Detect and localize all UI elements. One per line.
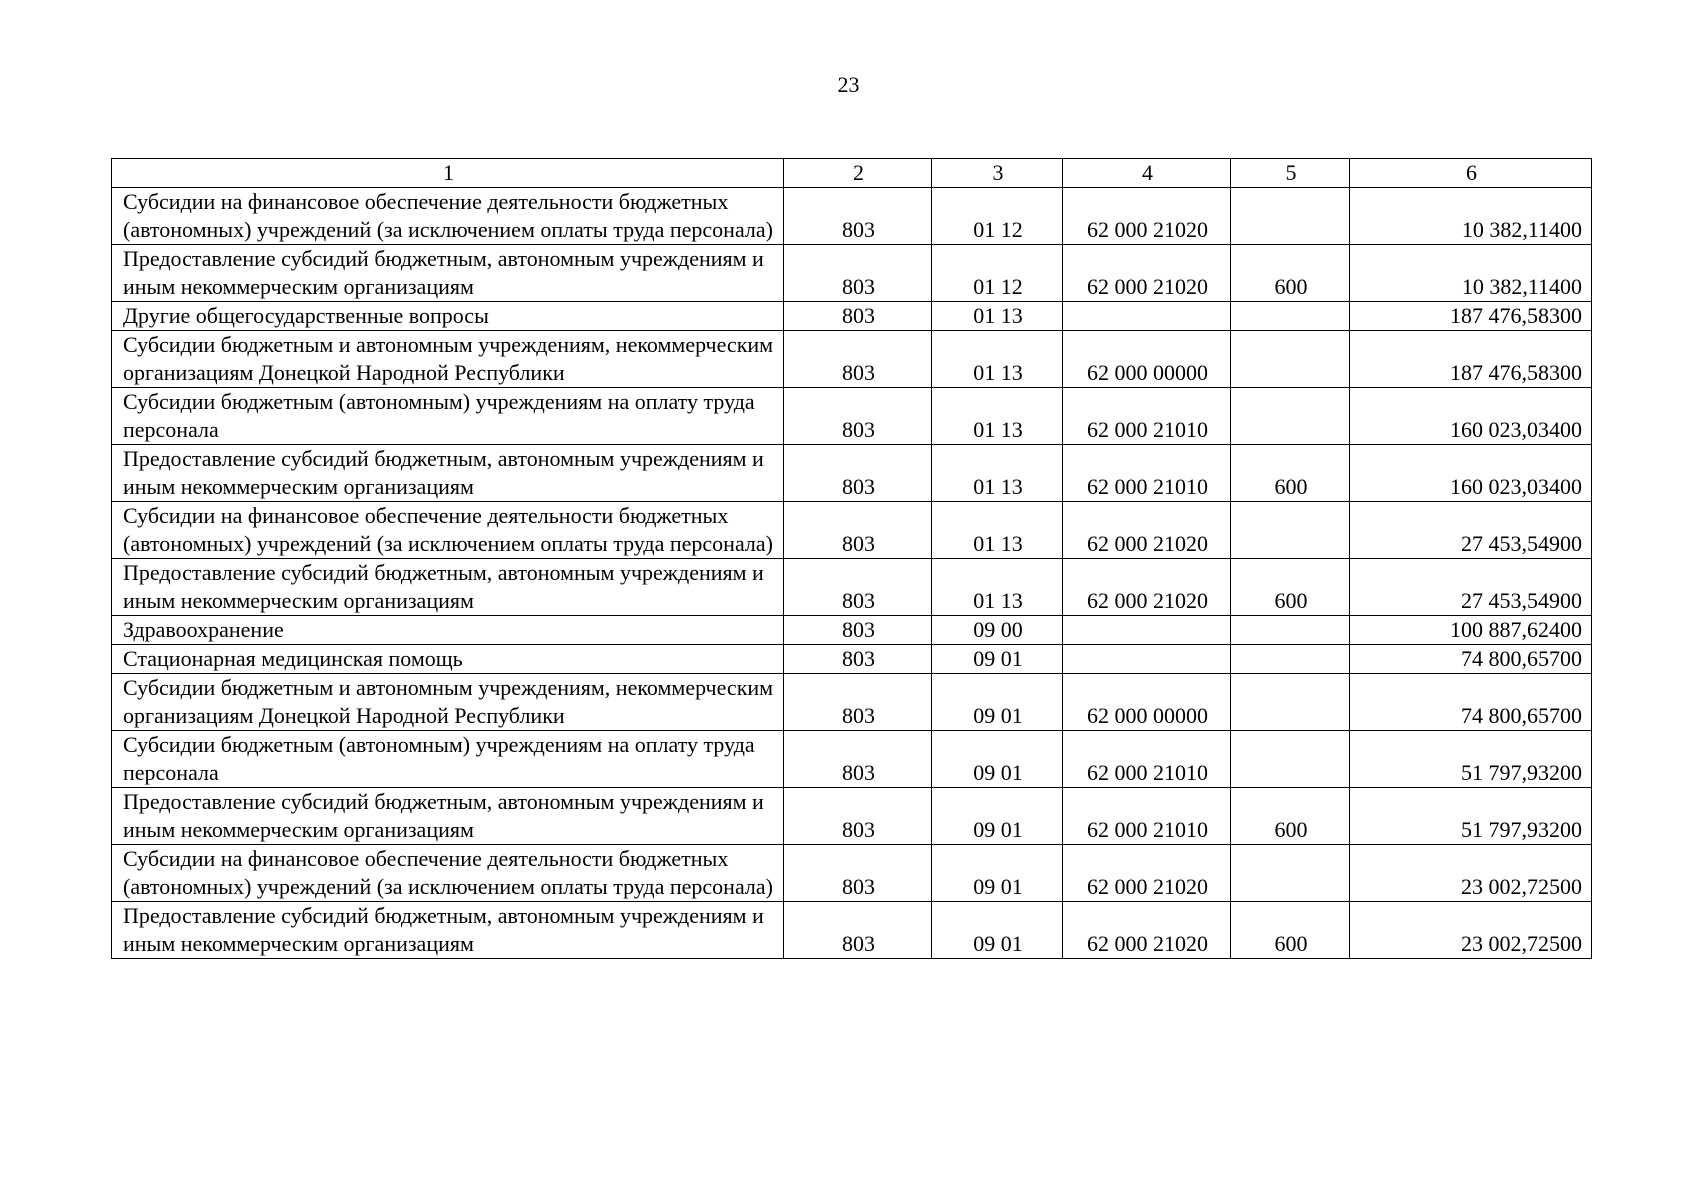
- row-section-code: 09 01: [932, 788, 1063, 845]
- row-admin-code: 803: [784, 388, 932, 445]
- header-col-1: 1: [112, 159, 784, 188]
- row-target-code: 62 000 21020: [1063, 188, 1231, 245]
- row-admin-code: 803: [784, 788, 932, 845]
- row-expense-type: 600: [1231, 245, 1350, 302]
- table-header: [112, 159, 1592, 188]
- row-target-code: [1063, 616, 1231, 645]
- table-row: [112, 616, 1592, 645]
- row-amount: 51 797,93200: [1350, 731, 1592, 788]
- row-expense-type: [1231, 188, 1350, 245]
- row-expense-type: [1231, 331, 1350, 388]
- row-admin-code: 803: [784, 731, 932, 788]
- header-col-3: 3: [932, 159, 1063, 188]
- row-name: Другие общегосударственные вопросы: [112, 302, 784, 331]
- row-name: Субсидии на финансовое обеспечение деятельности бюджетных (автономных) учреждений (за исключением оплаты труда персонала): [112, 845, 784, 902]
- page-number: 23: [837, 72, 860, 97]
- row-amount: 10 382,11400: [1350, 188, 1592, 245]
- row-target-code: 62 000 21010: [1063, 388, 1231, 445]
- row-name: Предоставление субсидий бюджетным, автономным учреждениям и иным некоммерческим организациям: [112, 245, 784, 302]
- row-section-code: 09 01: [932, 674, 1063, 731]
- row-section-code: 01 13: [932, 502, 1063, 559]
- table-row: [112, 559, 1592, 616]
- row-admin-code: 803: [784, 331, 932, 388]
- row-section-code: 01 13: [932, 445, 1063, 502]
- row-name: Субсидии на финансовое обеспечение деятельности бюджетных (автономных) учреждений (за исключением оплаты труда персонала): [112, 188, 784, 245]
- row-admin-code: 803: [784, 616, 932, 645]
- row-section-code: 01 13: [932, 331, 1063, 388]
- row-amount: 51 797,93200: [1350, 788, 1592, 845]
- row-expense-type: [1231, 645, 1350, 674]
- row-amount: 187 476,58300: [1350, 302, 1592, 331]
- row-section-code: 09 01: [932, 731, 1063, 788]
- row-amount: 160 023,03400: [1350, 445, 1592, 502]
- row-expense-type: [1231, 845, 1350, 902]
- row-expense-type: 600: [1231, 559, 1350, 616]
- row-target-code: 62 000 21010: [1063, 445, 1231, 502]
- header-col-4: 4: [1063, 159, 1231, 188]
- row-target-code: 62 000 21020: [1063, 502, 1231, 559]
- row-expense-type: 600: [1231, 902, 1350, 959]
- row-target-code: 62 000 21010: [1063, 731, 1231, 788]
- table-row: [112, 331, 1592, 388]
- table-row: [112, 388, 1592, 445]
- row-section-code: 01 13: [932, 302, 1063, 331]
- header-col-6: 6: [1350, 159, 1592, 188]
- row-name: Предоставление субсидий бюджетным, автономным учреждениям и иным некоммерческим организациям: [112, 559, 784, 616]
- row-name: Субсидии бюджетным (автономным) учреждениям на оплату труда персонала: [112, 731, 784, 788]
- row-target-code: 62 000 00000: [1063, 674, 1231, 731]
- row-amount: 74 800,65700: [1350, 645, 1592, 674]
- table-row: [112, 188, 1592, 245]
- header-col-2: 2: [784, 159, 932, 188]
- table-row: [112, 845, 1592, 902]
- table-body: [112, 188, 1592, 959]
- row-name: Стационарная медицинская помощь: [112, 645, 784, 674]
- table-row: [112, 502, 1592, 559]
- header-col-5: 5: [1231, 159, 1350, 188]
- row-admin-code: 803: [784, 674, 932, 731]
- table-row: [112, 731, 1592, 788]
- row-admin-code: 803: [784, 245, 932, 302]
- row-admin-code: 803: [784, 559, 932, 616]
- table-row: [112, 302, 1592, 331]
- row-expense-type: [1231, 731, 1350, 788]
- row-section-code: 09 01: [932, 645, 1063, 674]
- row-name: Субсидии бюджетным (автономным) учреждениям на оплату труда персонала: [112, 388, 784, 445]
- row-name: Предоставление субсидий бюджетным, автономным учреждениям и иным некоммерческим организациям: [112, 445, 784, 502]
- row-admin-code: 803: [784, 188, 932, 245]
- row-section-code: 01 13: [932, 388, 1063, 445]
- row-amount: 100 887,62400: [1350, 616, 1592, 645]
- row-expense-type: [1231, 302, 1350, 331]
- row-target-code: 62 000 21020: [1063, 245, 1231, 302]
- row-expense-type: [1231, 616, 1350, 645]
- row-expense-type: [1231, 674, 1350, 731]
- row-name: Здравоохранение: [112, 616, 784, 645]
- row-admin-code: 803: [784, 502, 932, 559]
- header-row: [112, 159, 1592, 188]
- row-amount: 187 476,58300: [1350, 331, 1592, 388]
- row-amount: 27 453,54900: [1350, 559, 1592, 616]
- row-target-code: 62 000 21020: [1063, 559, 1231, 616]
- table-row: [112, 788, 1592, 845]
- row-target-code: [1063, 645, 1231, 674]
- row-expense-type: 600: [1231, 788, 1350, 845]
- table-row: [112, 445, 1592, 502]
- row-amount: 74 800,65700: [1350, 674, 1592, 731]
- row-section-code: 09 01: [932, 902, 1063, 959]
- row-section-code: 01 13: [932, 559, 1063, 616]
- row-amount: 23 002,72500: [1350, 902, 1592, 959]
- table-row: [112, 674, 1592, 731]
- table-row: [112, 902, 1592, 959]
- row-section-code: 09 01: [932, 845, 1063, 902]
- row-target-code: 62 000 21010: [1063, 788, 1231, 845]
- row-name: Субсидии на финансовое обеспечение деятельности бюджетных (автономных) учреждений (за исключением оплаты труда персонала): [112, 502, 784, 559]
- row-name: Предоставление субсидий бюджетным, автономным учреждениям и иным некоммерческим организациям: [112, 902, 784, 959]
- row-admin-code: 803: [784, 645, 932, 674]
- row-amount: 23 002,72500: [1350, 845, 1592, 902]
- row-admin-code: 803: [784, 902, 932, 959]
- row-expense-type: [1231, 388, 1350, 445]
- row-amount: 10 382,11400: [1350, 245, 1592, 302]
- row-target-code: [1063, 302, 1231, 331]
- row-section-code: 09 00: [932, 616, 1063, 645]
- row-expense-type: [1231, 502, 1350, 559]
- row-name: Субсидии бюджетным и автономным учреждениям, некоммерческим организациям Донецкой Народной Республики: [112, 674, 784, 731]
- row-expense-type: 600: [1231, 445, 1350, 502]
- row-admin-code: 803: [784, 445, 932, 502]
- row-target-code: 62 000 21020: [1063, 845, 1231, 902]
- row-section-code: 01 12: [932, 188, 1063, 245]
- table-row: [112, 645, 1592, 674]
- row-admin-code: 803: [784, 845, 932, 902]
- row-amount: 160 023,03400: [1350, 388, 1592, 445]
- budget-table: [111, 158, 1592, 959]
- row-name: Предоставление субсидий бюджетным, автономным учреждениям и иным некоммерческим организациям: [112, 788, 784, 845]
- row-amount: 27 453,54900: [1350, 502, 1592, 559]
- row-name: Субсидии бюджетным и автономным учреждениям, некоммерческим организациям Донецкой Народной Республики: [112, 331, 784, 388]
- row-target-code: 62 000 21020: [1063, 902, 1231, 959]
- row-target-code: 62 000 00000: [1063, 331, 1231, 388]
- table-row: [112, 245, 1592, 302]
- row-admin-code: 803: [784, 302, 932, 331]
- row-section-code: 01 12: [932, 245, 1063, 302]
